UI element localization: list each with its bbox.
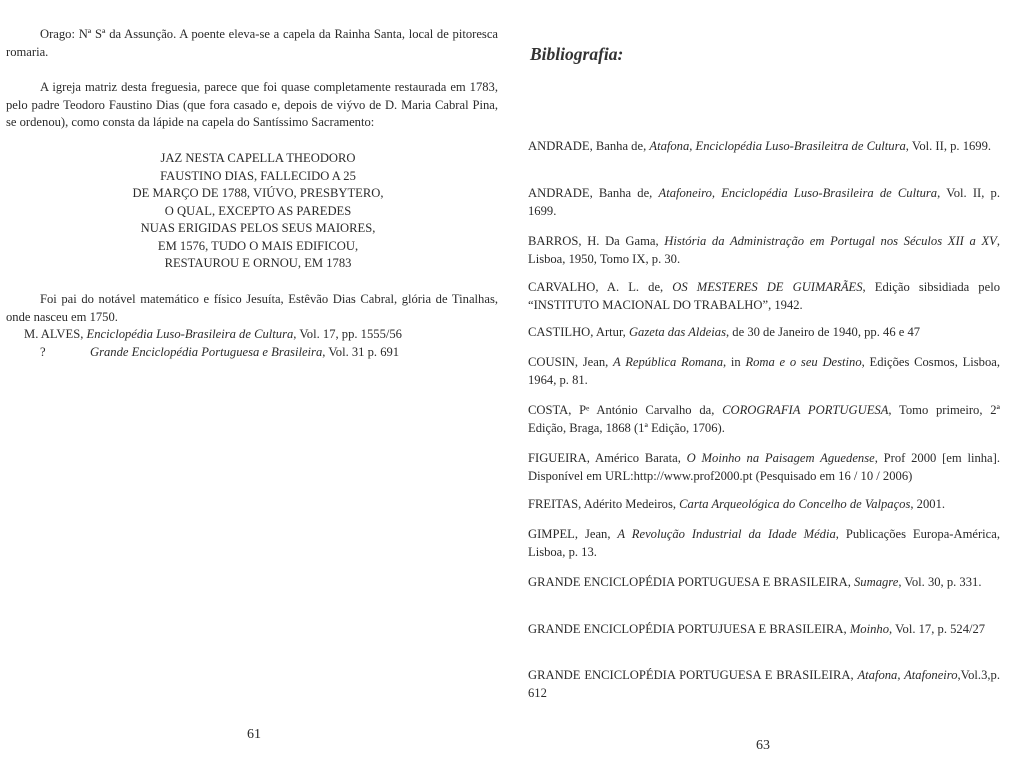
entry-text: ,Vol.3,p. 612 [528,668,1000,700]
entry-text: CARVALHO, A. L. de, [528,280,673,294]
entry-title: Atafoneiro, Enciclopédia Luso-Brasileira de Cultura [658,186,938,200]
bibliography-heading: Bibliografia: [530,44,624,64]
entry-title: História da Administração em Portugal nos Séculos XII a XV [664,234,997,248]
entry-text: ANDRADE, Banha de, [528,186,659,200]
entry-text: GRANDE ENCICLOPÉDIA PORTUJUESA E BRASILEIRA, [528,622,850,636]
entry-text: , Vol. 30, p. 331. [898,575,982,589]
bibliography-entry [528,496,1000,514]
bibliography-entry [528,574,1000,592]
reference-details: , Vol. 17, pp. 1555/56 [293,327,402,341]
bibliography-entry [528,402,1000,437]
entry-title: OS MESTERES DE GUIMARÃES [672,280,863,294]
reference-unknown-mark: ? [40,345,46,359]
bibliography-entry [528,279,1000,314]
paragraph-igreja: A igreja matriz desta freguesia, parece que foi quase completamente restaurada em 1783, pelo padre Teodoro Faustino Dias (que fora casado e, depois de viývo de D. Maria Cabral Pina, se ordenou), como consta da lápide na capela do Santíssimo Sacramento: [6,80,498,129]
entry-text: , Vol. II, p. 1699. [905,139,992,153]
right-page [512,0,1024,768]
reference-details: , Vol. 31 p. 691 [322,345,400,359]
entry-text: , Publicações Europa-América, Lisboa, p. 13. [528,527,1000,559]
bibliography-entry [528,354,1000,389]
reference-title: Grande Enciclopédia Portuguesa e Brasileira [90,345,323,359]
epitaph-line: DE MARÇO DE 1788, VIÚVO, PRESBYTERO, [132,186,384,200]
entry-text: , Vol. II, p. 1699. [528,186,1000,218]
entry-text: GRANDE ENCICLOPÉDIA PORTUGUESA E BRASILEIRA, [528,575,854,589]
entry-text: COSTA, Pᵉ António Carvalho da, [528,403,723,417]
entry-text: GIMPEL, Jean, [528,527,618,541]
entry-title: Carta Arqueológica do Concelho de Valpaços [679,497,911,511]
epitaph-line: RESTAUROU E ORNOU, EM 1783 [164,256,352,270]
entry-text: , Edições Cosmos, Lisboa, 1964, p. 81. [528,355,1001,387]
reference-author: M. ALVES, [24,327,87,341]
entry-text: , 2001. [910,497,946,511]
entry-title: A República Romana [613,355,724,369]
entry-title: COROGRAFIA PORTUGUESA, [722,403,892,417]
entry-text: , Edição sibsidiada pelo “INSTITUTO MACIONAL DO TRABALHO”, 1942. [528,280,1000,312]
entry-text: , Lisboa, 1950, Tomo IX, p. 30. [528,234,1000,266]
bibliography-entry [528,324,1000,342]
reference-alves [24,326,442,344]
reference-title: Enciclopédia Luso-Brasileira de Cultura [86,327,294,341]
entry-title: Atafona, Atafoneiro [857,668,958,682]
epitaph-line: NUAS ERIGIDAS PELOS SEUS MAIORES, [140,221,376,235]
epitaph-line: O QUAL, EXCEPTO AS PAREDES [164,203,352,218]
bibliography-entry [528,138,1000,156]
page-number-left: 61 [247,727,261,742]
entry-title: Sumagre [854,575,899,589]
entry-text: ANDRADE, Banha de, [528,139,650,153]
entry-text: CASTILHO, Artur, [528,325,629,339]
reference-grande [90,344,399,362]
entry-text: BARROS, H. Da Gama, [528,234,665,248]
entry-text: Tomo primeiro, 2ª Edição, Braga, 1868 (1ª Edição, 1706). [528,403,1000,435]
entry-title: Moinho [849,622,889,636]
entry-title: O Moinho na Paisagem Aguedense [686,451,875,465]
bibliography-entry [528,185,1000,220]
entry-text: , in [723,355,746,369]
entry-text: , de 30 de Janeiro de 1940, pp. 46 e 47 [725,325,921,339]
entry-text: , Vol. 17, p. 524/27 [889,622,986,636]
entry-title: A Revolução Industrial da Idade Média [617,527,836,541]
entry-title: Atafona, Enciclopédia Luso-Brasileitra de Cultura [649,139,906,153]
entry-text: , Prof 2000 [em linha]. Disponível em URL:http://www.prof2000.pt (Pesquisado em 16 / 10 / 2006) [528,451,1000,483]
epitaph-line: JAZ NESTA CAPELLA THEODORO [160,151,356,165]
entry-text: COUSIN, Jean, [528,355,614,369]
entry-text: FREITAS, Adérito Medeiros, [528,497,680,511]
epitaph-line: EM 1576, TUDO O MAIS EDIFICOU, [157,238,359,253]
epitaph-block [100,150,416,273]
paragraph-estevao: Foi pai do notável matemático e físico Jesuíta, Estêvão Dias Cabral, glória de Tinalhas, onde nasceu em 1750. [6,292,498,324]
page-number-right: 63 [756,738,770,753]
bibliography-entry [528,667,1000,702]
entry-title: Gazeta das Aldeias [628,325,726,339]
bibliography-entry [528,233,1000,268]
bibliography-entry [528,450,1000,485]
bibliography-entry [528,526,1000,561]
bibliography-entry [528,621,1000,639]
paragraph-orago: Orago: Nª Sª da Assunção. A poente eleva-se a capela da Rainha Santa, local de pitoresca romaria. [6,27,498,59]
entry-text: GRANDE ENCICLOPÉDIA PORTUGUESA E BRASILEIRA, [528,668,858,682]
entry-title: Roma e o seu Destino [745,355,862,369]
entry-text: FIGUEIRA, Américo Barata, [528,451,687,465]
epitaph-line: FAUSTINO DIAS, FALLECIDO A 25 [160,168,356,183]
